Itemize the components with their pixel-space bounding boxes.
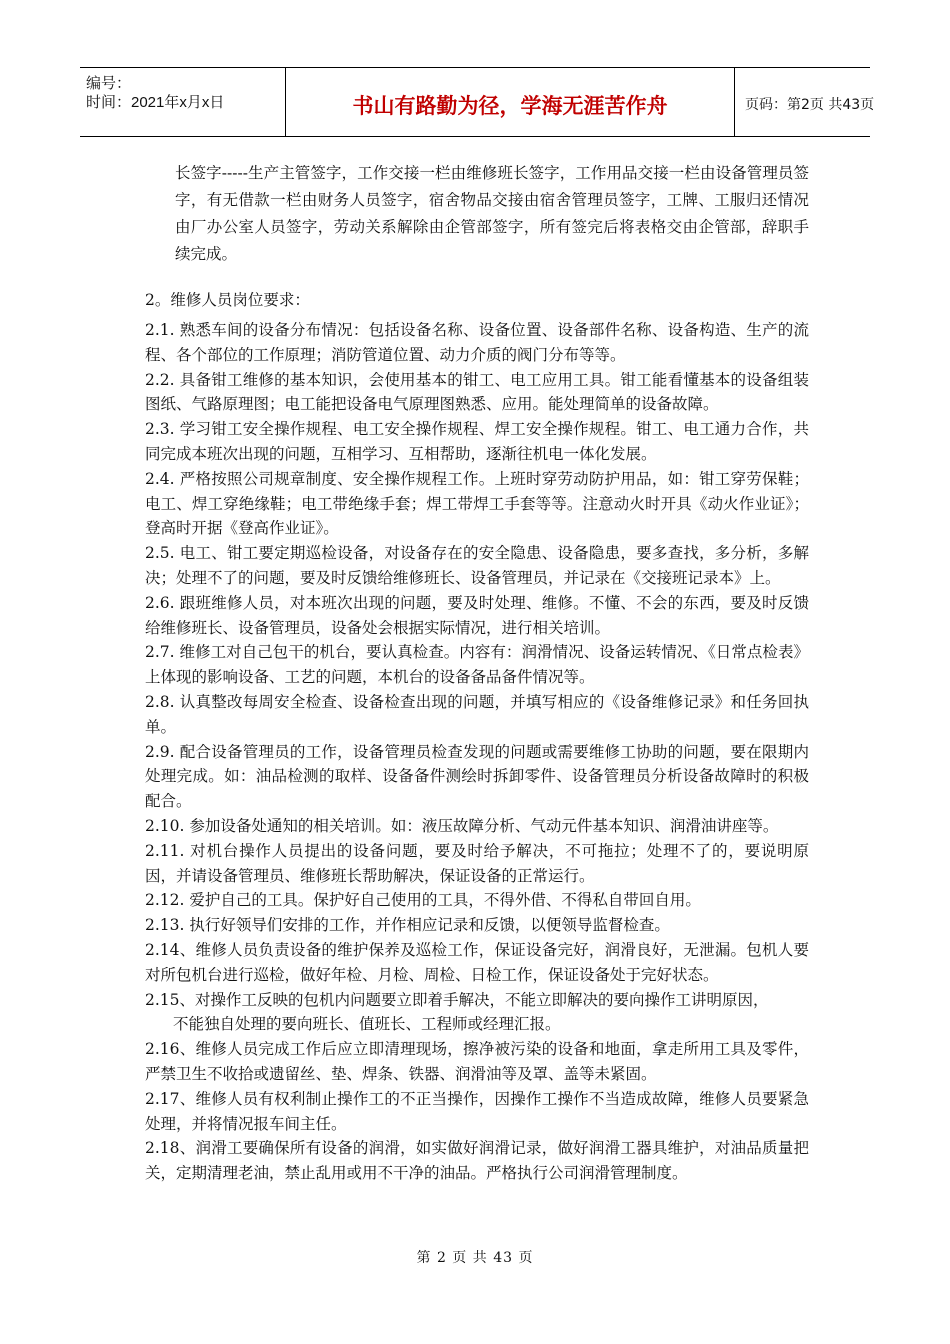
header-page-cell (735, 68, 875, 136)
requirement-item-2-15-continued: 不能独自处理的要向班长、值班长、工程师或经理汇报。 (173, 1015, 561, 1034)
requirement-item-2-4: 2.4. 严格按照公司规章制度、安全操作规程工作。上班时穿劳动防护用品，如：钳工穿劳保鞋；电工、焊工穿绝缘鞋；电工带绝缘手套；焊工带焊工手套等等。注意动火时开具《动火作业证》；登高时开据《登高作业证》。 (145, 469, 809, 538)
requirement-item-2-12: 2.12. 爱护自己的工具。保护好自己使用的工具，不得外借、不得私自带回自用。 (145, 891, 701, 910)
requirement-item-2-3: 2.3. 学习钳工安全操作规程、电工安全操作规程、焊工安全操作规程。钳工、电工通力合作，共同完成本班次出现的问题，互相学习、互相帮助，逐渐往机电一体化发展。 (145, 420, 809, 463)
document-body (145, 160, 809, 1186)
header-page-info: 页码：第2页 共43页 (745, 97, 875, 113)
header-motto-cell (285, 68, 735, 136)
section-title: 2。维修人员岗位要求： (145, 291, 310, 309)
requirement-item-2-16: 2.16、维修人员完成工作后应立即清理现场，擦净被污染的设备和地面，拿走所用工具及零件，严禁卫生不收拾或遗留丝、垫、焊条、铁器、润滑油等及罩、盖等未紧固。 (145, 1040, 809, 1083)
requirement-item-2-18: 2.18、润滑工要确保所有设备的润滑，如实做好润滑记录，做好润滑工器具维护，对油品质量把关，定期清理老油，禁止乱用或用不干净的油品。严格执行公司润滑管理制度。 (145, 1139, 809, 1183)
header-meta (80, 68, 285, 136)
requirement-item-2-11: 2.11. 对机台操作人员提出的设备问题，要及时给予解决，不可拖拉；处理不了的，要说明原因，并请设备管理员、维修班长帮助解决，保证设备的正常运行。 (145, 841, 809, 885)
requirement-item-2-8: 2.8. 认真整改每周安全检查、设备检查出现的问题，并填写相应的《设备维修记录》和任务回执单。 (145, 692, 809, 736)
requirement-item-2-1: 2.1. 熟悉车间的设备分布情况：包括设备名称、设备位置、设备部件名称、设备构造、生产的流程、各个部位的工作原理；消防管道位置、动力介质的阀门分布等等。 (145, 321, 809, 364)
requirement-item-2-17: 2.17、维修人员有权利制止操作工的不正当操作，因操作工操作不当造成故障，维修人员要紧急处理，并将情况报车间主任。 (145, 1089, 809, 1133)
requirement-item-2-2: 2.2. 具备钳工维修的基本知识，会使用基本的钳工、电工应用工具。钳工能看懂基本的设备组装图纸、气路原理图；电工能把设备电气原理图熟悉、应用。能处理简单的设备故障。 (145, 370, 809, 414)
requirement-item-2-9: 2.9. 配合设备管理员的工作，设备管理员检查发现的问题或需要维修工协助的问题，要在限期内处理完成。如：油品检测的取样、设备备件测绘时拆卸零件、设备管理员分析设备故障时的积极配合。 (145, 742, 809, 811)
requirement-item-2-6: 2.6. 跟班维修人员，对本班次出现的问题，要及时处理、维修。不懂、不会的东西，要及时反馈给维修班长、设备管理员，设备处会根据实际情况，进行相关培训。 (145, 593, 809, 637)
requirement-item-2-15: 2.15、对操作工反映的包机内问题要立即着手解决，不能立即解决的要向操作工讲明原因， (145, 990, 769, 1009)
requirement-item-2-13: 2.13. 执行好领导们安排的工作，并作相应记录和反馈，以便领导监督检查。 (145, 916, 670, 935)
document-number-label: 编号： (86, 75, 132, 92)
requirement-item-2-10: 2.10. 参加设备处通知的相关培训。如：液压故障分析、气动元件基本知识、润滑油讲座等。 (145, 816, 779, 835)
intro-paragraph: 长签字-----生产主管签字，工作交接一栏由维修班长签字，工作用品交接一栏由设备管理员签字，有无借款一栏由财务人员签字，宿舍物品交接由宿舍管理员签字，工牌、工服归还情况由厂办公室人员签字，劳动关系解除由企管部签字，所有签完后将表格交由企管部，辞职手续完成。 (175, 164, 809, 263)
page-footer: 第 2 页 共 43 页 (416, 1250, 534, 1266)
document-date: 时间：2021年x月x日 (86, 94, 225, 111)
requirement-item-2-7: 2.7. 维修工对自己包干的机台，要认真检查。内容有：润滑情况、设备运转情况、《日常点检表》上体现的影响设备、工艺的问题，本机台的设备备品备件情况等。 (145, 643, 809, 687)
header-motto: 书山有路勤为径，学海无涯苦作舟 (352, 94, 668, 118)
page-header (80, 67, 875, 137)
requirement-item-2-14: 2.14、维修人员负责设备的维护保养及巡检工作，保证设备完好，润滑良好，无泄漏。包机人要对所包机台进行巡检，做好年检、月检、周检、日检工作，保证设备处于完好状态。 (145, 940, 809, 984)
requirement-item-2-5: 2.5. 电工、钳工要定期巡检设备，对设备存在的安全隐患、设备隐患，要多查找，多分析，多解决；处理不了的问题，要及时反馈给维修班长、设备管理员，并记录在《交接班记录本》上。 (145, 544, 809, 587)
